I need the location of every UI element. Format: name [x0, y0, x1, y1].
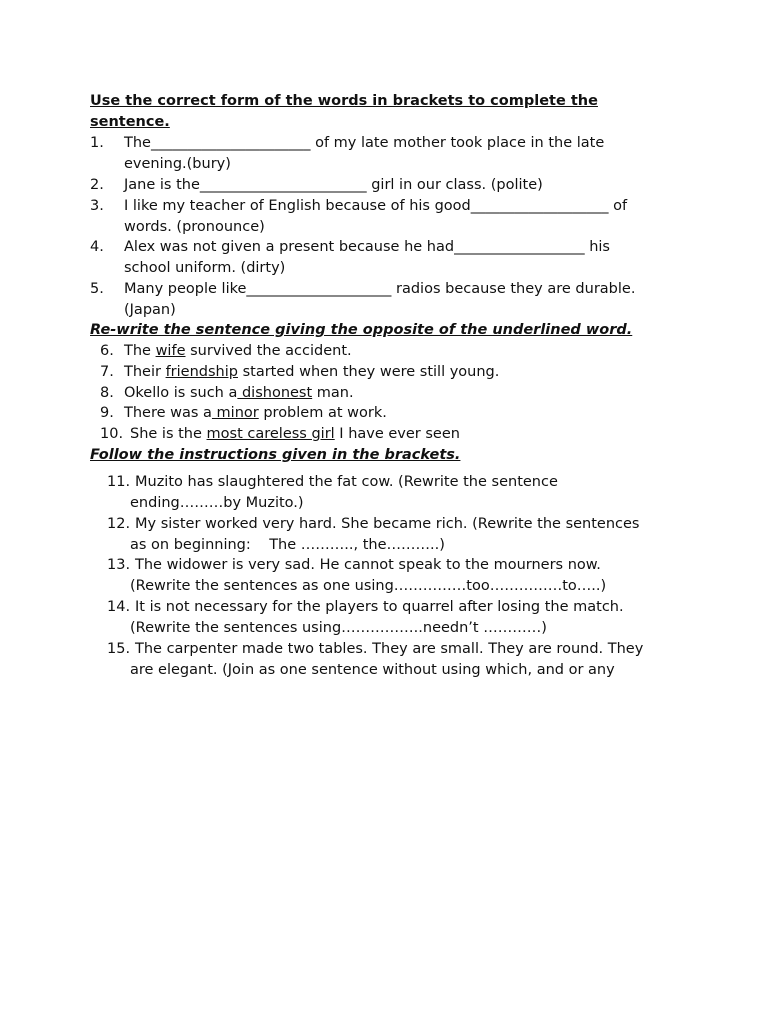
- underlined-word: most careless girl: [206, 426, 335, 442]
- question-text: [130, 424, 460, 445]
- question-text: [124, 403, 387, 424]
- text-pre: Their: [124, 364, 166, 380]
- question-number: 2.: [90, 177, 104, 193]
- section3-heading: Follow the instructions given in the brackets.: [90, 447, 461, 463]
- question-text: It is not necessary for the players to quarrel after losing the match.: [135, 599, 624, 615]
- text-post: problem at work.: [258, 405, 387, 421]
- underlined-word: friendship: [165, 364, 238, 380]
- question-number: 14.: [107, 599, 131, 615]
- question-number: 13.: [107, 557, 131, 573]
- question-text: The widower is very sad. He cannot speak to the mourners now.: [135, 557, 601, 573]
- text-post: started when they were still young.: [237, 364, 500, 380]
- question-text: The______________________ of my late mother took place in the late: [124, 135, 605, 151]
- question-text: [124, 383, 354, 404]
- question-text: I like my teacher of English because of his good___________________ of: [124, 198, 628, 214]
- section1-heading-line1: Use the correct form of the words in brackets to complete the: [90, 93, 598, 109]
- question-number: 10.: [100, 426, 124, 442]
- question-number: 1.: [90, 135, 104, 151]
- question-text: Muzito has slaughtered the fat cow. (Rewrite the sentence: [135, 474, 558, 490]
- question-text-cont: as on beginning: The ……….., the………..): [130, 537, 445, 553]
- question-number: 8.: [100, 385, 114, 401]
- text-pre: There was a: [124, 405, 212, 421]
- question-number: 15.: [107, 641, 131, 657]
- question-text: My sister worked very hard. She became rich. (Rewrite the sentences: [135, 516, 640, 532]
- question-text-cont: school uniform. (dirty): [124, 260, 286, 276]
- question-number: 9.: [100, 405, 114, 421]
- question-text: [124, 341, 352, 362]
- text-pre: Okello is such a: [124, 385, 238, 401]
- question-text-cont: (Rewrite the sentences as one using……………too……………to…..): [130, 578, 607, 594]
- question-number: 4.: [90, 239, 104, 255]
- question-text-cont: evening.(bury): [124, 156, 231, 172]
- text-pre: She is the: [130, 426, 207, 442]
- text-post: survived the accident.: [185, 343, 352, 359]
- text-post: man.: [312, 385, 354, 401]
- underlined-word: wife: [155, 343, 186, 359]
- question-number: 7.: [100, 364, 114, 380]
- question-text: Alex was not given a present because he had__________________ his: [124, 239, 610, 255]
- question-text-cont: (Rewrite the sentences using……………..needn’t …………): [130, 620, 547, 636]
- question-text: The carpenter made two tables. They are small. They are round. They: [135, 641, 644, 657]
- question-text-cont: words. (pronounce): [124, 219, 265, 235]
- question-text: Jane is the_______________________ girl in our class. (polite): [124, 177, 543, 193]
- question-text: [124, 362, 499, 383]
- question-number: 12.: [107, 516, 131, 532]
- question-text: Many people like____________________ radios because they are durable.: [124, 281, 636, 297]
- underlined-word: minor: [211, 405, 259, 421]
- question-text-cont: ending………by Muzito.): [130, 495, 304, 511]
- section1-heading-line2: sentence.: [90, 114, 170, 130]
- question-number: 11.: [107, 474, 131, 490]
- underlined-word: dishonest: [237, 385, 313, 401]
- section1-heading: [90, 91, 690, 133]
- question-text-cont: are elegant. (Join as one sentence without using which, and or any: [130, 662, 615, 678]
- question-number: 3.: [90, 198, 104, 214]
- question-number: 5.: [90, 281, 104, 297]
- text-post: I have ever seen: [334, 426, 460, 442]
- question-text-cont: (Japan): [124, 302, 176, 318]
- section2-heading: Re-write the sentence giving the opposite of the underlined word.: [90, 322, 633, 338]
- question-number: 6.: [100, 343, 114, 359]
- text-pre: The: [124, 343, 156, 359]
